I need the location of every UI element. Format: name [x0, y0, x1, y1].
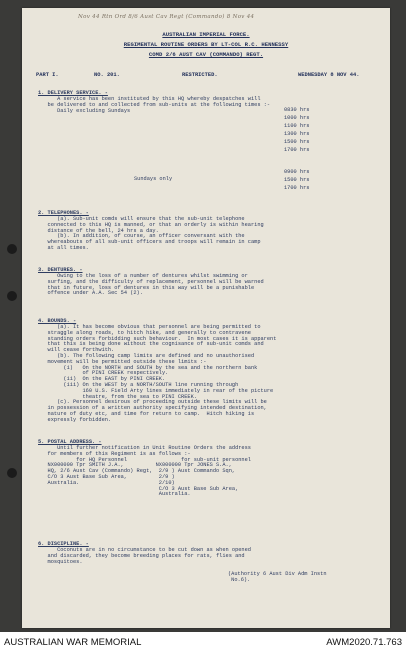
section-1-title: 1. DELIVERY SERVICE. -: [38, 90, 108, 96]
sundays-label: Sundays only: [134, 176, 173, 182]
footer-credit: AUSTRALIAN WAR MEMORIAL: [4, 637, 142, 648]
section-6-body: Coconuts are in no circumstance to be cut down as when opened and discarded, they become breeding places for rats, flies and mosquitoes.: [47, 547, 251, 565]
daily-time: 1700 hrs: [284, 147, 310, 153]
punch-hole: [7, 291, 17, 301]
footer-bar: [0, 632, 406, 653]
section-4-title: 4. BOUNDS. -: [38, 318, 77, 324]
document-sheet: [22, 8, 390, 628]
daily-time: 1300 hrs: [284, 131, 310, 137]
section-4-body: (a). It has become obvious that personnel are being permitted to straggle along roads, to hitch hike, and generally to contravene standing orders forbidding such behaviour. In most cases it is apparent that this is being done without the cognisance of sub-unit comds and will cease forthwith. (b). The following camp limits are defined and no unauthorised movement will be permitted outside these limits :- (i) On the NORTH and SOUTH by the sea and the northern bank of PINI CREEK respectively. (ii) On the EAST by PINI CREEK. (iii) On the WEST by a NORTH/SOUTH line running through 160 U.S. Field Arty lines immediately in rear of the picture theatre, from the sea to PINI CREEK. (c). Personnel desirous of proceeding outside these limits will be in possession of a written authority specifying intended destination, nature of duty etc, and time for return to camp. Hitch hiking is expressly forbidden.: [47, 324, 277, 423]
section-5-title: 5. POSTAL ADDRESS. -: [38, 439, 102, 445]
sunday-time: 1700 hrs: [284, 185, 310, 191]
punch-hole: [7, 468, 17, 478]
section-5-body: Until further notification in Unit Routine Orders the address for members of this Regiment is as follows :- for HQ Personnel for sub-unit personnel NX000000 Tpr SMITH J.A., NX000000 Tpr JONES S.A., HQ, 2/6 Aust Cav (Commando) Regt, 2/9 ) Aust Commando Sqn, C/O 3 Aust Base Sub Area, 2/9 ) Australia. 2/10) C/O 3 Aust Base Sub Area, Australia.: [47, 445, 251, 498]
daily-time: 1000 hrs: [284, 115, 310, 121]
daily-time: 1100 hrs: [284, 123, 310, 129]
part-label: PART I.: [36, 72, 59, 78]
daily-time: 0830 hrs: [284, 107, 310, 113]
order-number: NO. 201.: [94, 72, 120, 78]
sunday-time: 0900 hrs: [284, 169, 310, 175]
handwritten-note: Nov 44 Rtn Ord 8/6 Aust Cav Regt (Commando) 8 Nov 44: [78, 14, 255, 20]
header-line-2: REGIMENTAL ROUTINE ORDERS BY LT-COL R.C. HENNESSY: [123, 41, 289, 48]
authority-note: (Authority 6 Aust Div Adm Instn No.6).: [228, 571, 327, 583]
punch-hole: [7, 244, 17, 254]
footer-accession-number: AWM2020.71.763: [326, 637, 402, 648]
section-2-body: (a). Sub-unit comds will ensure that the sub-unit telephone connected to this HQ is manned, or that an orderly is within hearing distance of the bell, 24 hrs a day. (b). In addition, of course, an officer conversant with the whereabouts of all sub-unit officers and troops will remain in camp at all times.: [47, 216, 264, 251]
section-6-title: 6. DISCIPLINE. -: [38, 541, 89, 547]
section-3-body: Owing to the loss of a number of dentures whilst swimming or surfing, and the difficulty of replacement, personnel will be warned that in future, loss of dentures in this way will be a punishable offence under A.A. Sec 54 (2).: [47, 273, 264, 297]
section-2-title: 2. TELEPHONES. -: [38, 210, 89, 216]
order-date: WEDNESDAY 8 NOV 44.: [298, 72, 360, 78]
section-3-title: 3. DENTURES. -: [38, 267, 83, 273]
header-line-1: AUSTRALIAN IMPERIAL FORCE.: [162, 31, 250, 38]
sunday-time: 1500 hrs: [284, 177, 310, 183]
section-1-body: A service has been instituted by this HQ whereby despatches will be delivered to and collected from sub-units at the following times :- Daily excluding Sundays: [47, 96, 271, 114]
daily-time: 1500 hrs: [284, 139, 310, 145]
delivery-times: [284, 107, 344, 213]
classification: RESTRICTED.: [182, 72, 218, 78]
header-line-3: COMD 2/6 AUST CAV (COMMANDO) REGT.: [148, 51, 264, 58]
